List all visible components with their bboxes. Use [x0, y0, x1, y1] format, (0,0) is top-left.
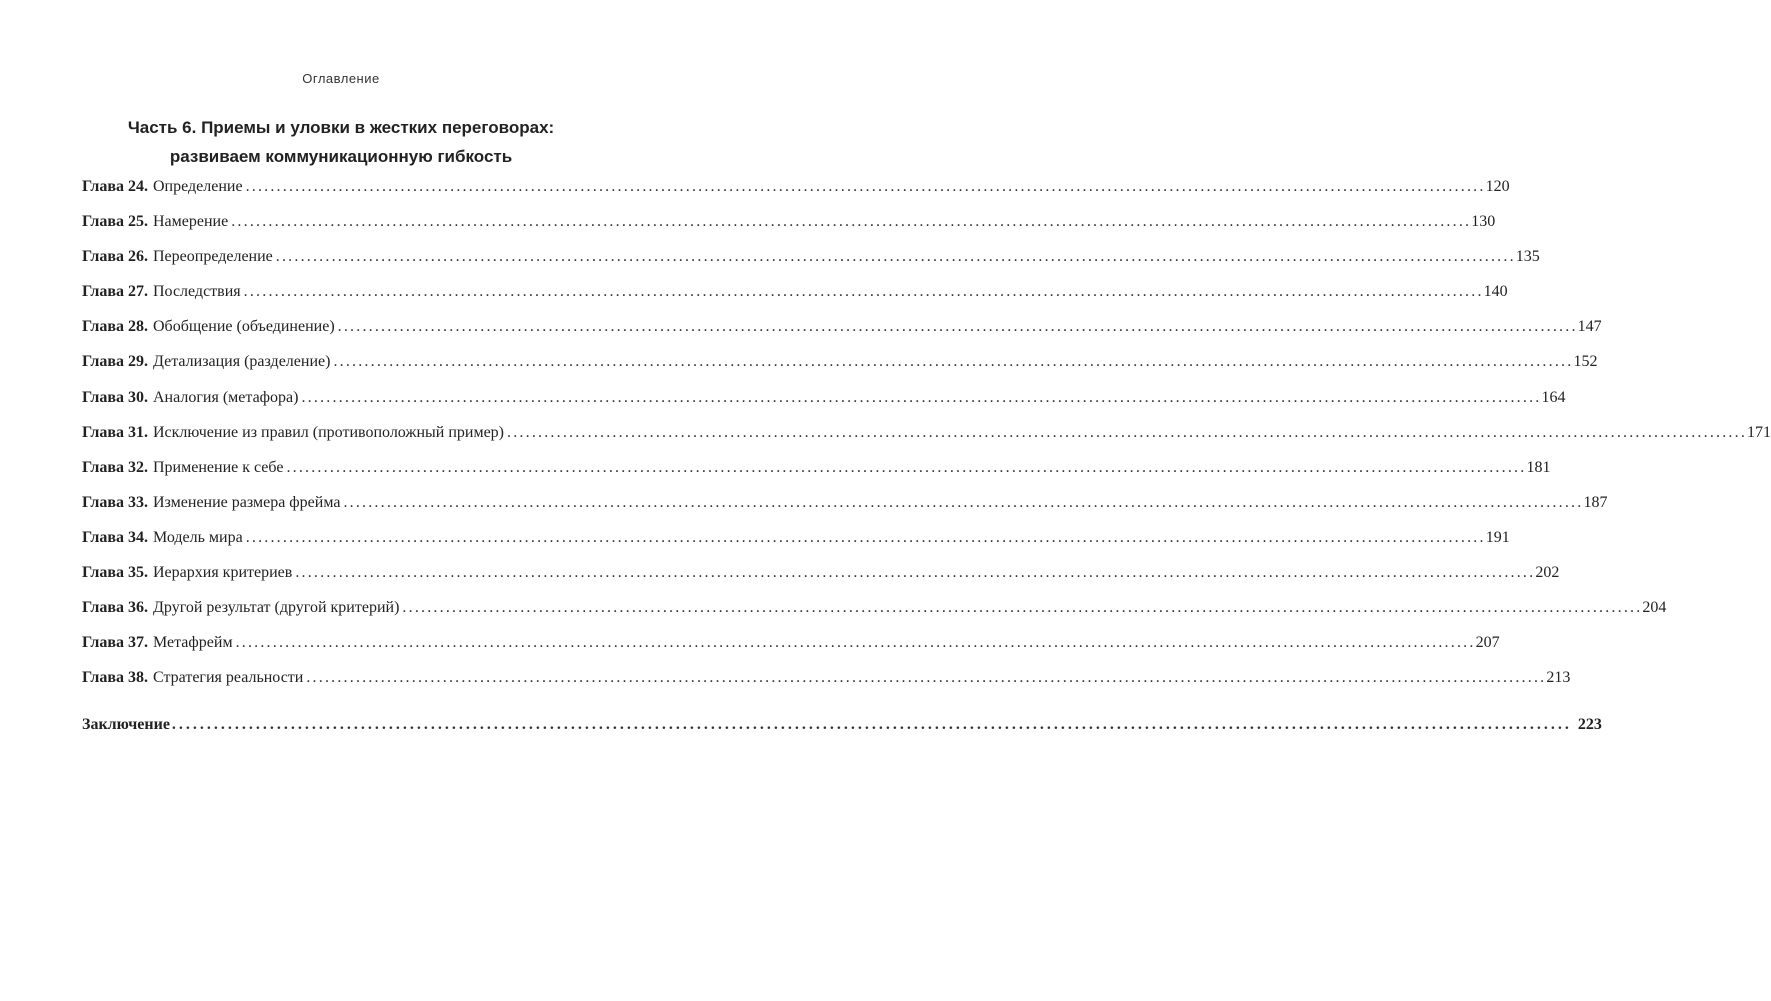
- toc-entry-title: Намерение: [153, 213, 229, 231]
- toc-leader-dots: ........................................................................................................................................................................................................: [402, 599, 1643, 617]
- toc-entry-page: 135: [1515, 248, 1540, 266]
- toc-entry-chapter-number: Глава 30.: [82, 388, 148, 406]
- toc-entry-chapter-number: Глава 25.: [82, 213, 148, 231]
- toc-entry-chapter-number: Глава 28.: [82, 318, 148, 336]
- toc-entry: [82, 209, 1496, 244]
- toc-leader-dots: ........................................................................................................................................................................................................: [245, 528, 1486, 546]
- toc-entry-title: Метафрейм: [153, 634, 233, 652]
- part-title-line-2: развиваем коммуникационную гибкость: [169, 147, 513, 166]
- toc-entry-page: 164: [1541, 388, 1566, 406]
- toc-entry-chapter-number: Глава 35.: [82, 564, 148, 582]
- toc-leader-dots: ........................................................................................................................................................................................................: [286, 458, 1527, 476]
- toc-entry-chapter-number: Глава 38.: [82, 669, 148, 687]
- toc-entry-page: 130: [1471, 213, 1496, 231]
- toc-entry: [82, 385, 1566, 420]
- toc-leader-dots: ........................................................................................................................................................................................................: [235, 634, 1476, 652]
- toc-entry: [82, 455, 1551, 490]
- toc-entry: [82, 349, 1598, 384]
- toc-entry: [82, 525, 1510, 560]
- toc-entry-page: 181: [1526, 458, 1551, 476]
- toc-entry-chapter-number: Глава 27.: [82, 283, 148, 301]
- toc-entry-title: Определение: [153, 178, 243, 195]
- toc-conclusion-entry: [82, 716, 1602, 734]
- toc-entry-chapter-number: Глава 26.: [82, 248, 148, 266]
- toc-entry: [82, 314, 1602, 349]
- toc-entry-title: Переопределение: [153, 248, 273, 266]
- toc-entry-title: Модель мира: [153, 528, 243, 546]
- toc-entry: [82, 665, 1571, 700]
- toc-entry: [82, 244, 1540, 279]
- toc-entry-page: 213: [1546, 669, 1571, 687]
- toc-entry-chapter-number: Глава 37.: [82, 634, 148, 652]
- toc-entry: [82, 630, 1500, 665]
- toc-leader-dots: ........................................................................................................................................................................................................: [171, 716, 1572, 733]
- toc-leader-dots: ........................................................................................................................................................................................................: [306, 669, 1547, 687]
- toc-leader-dots: ........................................................................................................................................................................................................: [507, 423, 1748, 441]
- toc-entry-title: Заключение: [82, 716, 170, 733]
- toc-entry-page: 120: [1485, 178, 1510, 195]
- toc-entry-chapter-number: Глава 24.: [82, 178, 148, 195]
- toc-entry-chapter-number: Глава 36.: [82, 599, 148, 617]
- toc-leader-dots: ........................................................................................................................................................................................................: [243, 283, 1484, 301]
- toc-entry: [82, 595, 1667, 630]
- toc-entry-title: Последствия: [153, 283, 241, 301]
- toc-entry-title: Применение к себе: [153, 458, 284, 476]
- toc-entry: [82, 560, 1560, 595]
- toc-entry-page: 202: [1535, 564, 1560, 582]
- toc-entry-page: 191: [1485, 528, 1510, 546]
- toc-leader-dots: ........................................................................................................................................................................................................: [343, 493, 1584, 511]
- toc-entry-title: Иерархия критериев: [153, 564, 293, 582]
- part-title-line-1: Часть 6. Приемы и уловки в жестких переговорах:: [127, 118, 555, 137]
- toc-leader-dots: ........................................................................................................................................................................................................: [333, 353, 1574, 371]
- toc-entry-chapter-number: Глава 34.: [82, 528, 148, 546]
- toc-entry-title: Обобщение (объединение): [153, 318, 335, 336]
- toc-entry: [82, 420, 1771, 455]
- toc-entry-page: 187: [1583, 493, 1608, 511]
- toc-entry-chapter-number: Глава 33.: [82, 493, 148, 511]
- toc-leader-dots: ........................................................................................................................................................................................................: [275, 248, 1516, 266]
- toc-entry: [82, 490, 1608, 525]
- toc-entry-page: 171: [1747, 423, 1771, 441]
- toc-entry-title: Изменение размера фрейма: [153, 493, 341, 511]
- toc-entry-title: Стратегия реальности: [153, 669, 304, 687]
- toc-entry-page: 204: [1642, 599, 1667, 617]
- toc-leader-dots: ........................................................................................................................................................................................................: [245, 178, 1486, 195]
- toc-entry-title: Аналогия (метафора): [153, 388, 299, 406]
- table-of-contents: [82, 174, 1771, 700]
- toc-entry-page: 152: [1573, 353, 1598, 371]
- toc-entry-chapter-number: Глава 32.: [82, 458, 148, 476]
- toc-entry-chapter-number: Глава 31.: [82, 423, 148, 441]
- part-title: [0, 113, 682, 171]
- toc-entry-title: Исключение из правил (противоположный пример): [153, 423, 505, 441]
- toc-entry-page: 223: [1577, 716, 1602, 733]
- toc-entry-title: Другой результат (другой критерий): [153, 599, 400, 617]
- toc-entry: [82, 174, 1510, 209]
- toc-leader-dots: ........................................................................................................................................................................................................: [295, 564, 1536, 582]
- toc-entry-chapter-number: Глава 29.: [82, 353, 148, 371]
- running-head: Оглавление: [302, 71, 380, 86]
- toc-entry-title: Детализация (разделение): [153, 353, 331, 371]
- toc-entry: [82, 279, 1508, 314]
- toc-leader-dots: ........................................................................................................................................................................................................: [337, 318, 1578, 336]
- toc-entry-page: 147: [1577, 318, 1602, 336]
- toc-leader-dots: ........................................................................................................................................................................................................: [301, 388, 1542, 406]
- toc-entry-page: 140: [1483, 283, 1508, 301]
- toc-leader-dots: ........................................................................................................................................................................................................: [231, 213, 1472, 231]
- toc-entry-page: 207: [1475, 634, 1500, 652]
